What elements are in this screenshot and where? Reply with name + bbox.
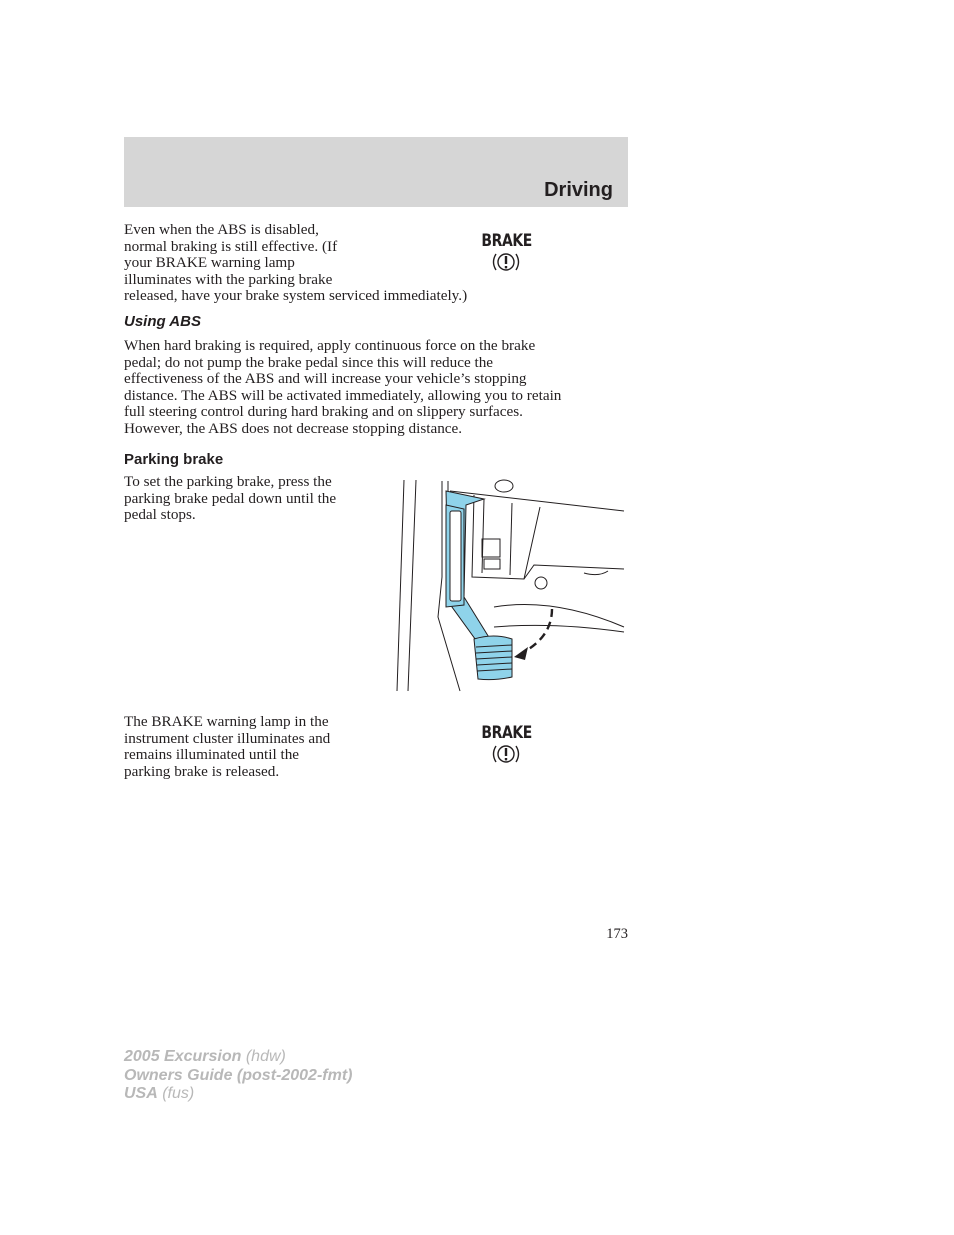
footer-market-code: (fus) [157, 1085, 195, 1102]
text-line: pedal; do not pump the brake pedal since this will reduce the [124, 353, 494, 371]
text-line: However, the ABS does not decrease stopping distance. [124, 419, 463, 437]
text-line: released, have your brake system serviced immediately.) [124, 287, 468, 305]
text-line: To set the parking brake, press the [124, 473, 332, 490]
footer-model: 2005 Excursion [124, 1048, 242, 1065]
text-line: parking brake is released. [124, 762, 280, 780]
parking-brake-heading: Parking brake [124, 451, 224, 468]
using-abs-heading: Using ABS [124, 313, 201, 330]
set-parking-brake-paragraph [124, 474, 336, 524]
brake-warning-lamp-symbol [476, 232, 536, 276]
text-line: remains illuminated until the [124, 746, 300, 764]
text-line: full steering control during hard braking and on slippery surfaces. [124, 403, 523, 421]
footer-model-code: (hdw) [241, 1048, 286, 1065]
text-line: distance. The ABS will be activated immediately, allowing you to retain [124, 386, 562, 404]
page-number: 173 [606, 926, 628, 942]
text-line: normal braking is still effective. (If [124, 237, 338, 255]
brake-lamp-label: BRAKE [481, 231, 532, 251]
text-line: parking brake pedal down until the [124, 489, 337, 507]
section-header-band [124, 137, 628, 207]
brake-warning-lamp-symbol [476, 724, 536, 768]
text-line: effectiveness of the ABS and will increase your vehicle’s stopping [124, 370, 527, 388]
brake-lamp-label: BRAKE [481, 723, 532, 743]
brake-lamp-paragraph [124, 714, 330, 780]
footer-guide-type: Owners Guide (post-2002-fmt) [124, 1066, 353, 1084]
parking-brake-pedal-illustration [394, 477, 628, 693]
brake-warning-icon [491, 251, 521, 273]
text-line: The BRAKE warning lamp in the [124, 713, 329, 730]
brake-warning-icon [491, 743, 521, 765]
footer-market: USA [124, 1085, 158, 1102]
text-line: illuminates with the parking brake [124, 270, 333, 288]
using-abs-paragraph [124, 338, 561, 438]
text-line: Even when the ABS is disabled, [124, 221, 319, 238]
text-line: When hard braking is required, apply continuous force on the brake [124, 337, 536, 354]
text-line: instrument cluster illuminates and [124, 729, 331, 747]
abs-disabled-paragraph [124, 222, 467, 305]
text-line: your BRAKE warning lamp [124, 254, 295, 272]
text-line: pedal stops. [124, 506, 196, 524]
document-footer [124, 1048, 352, 1104]
section-title: Driving [544, 179, 613, 201]
